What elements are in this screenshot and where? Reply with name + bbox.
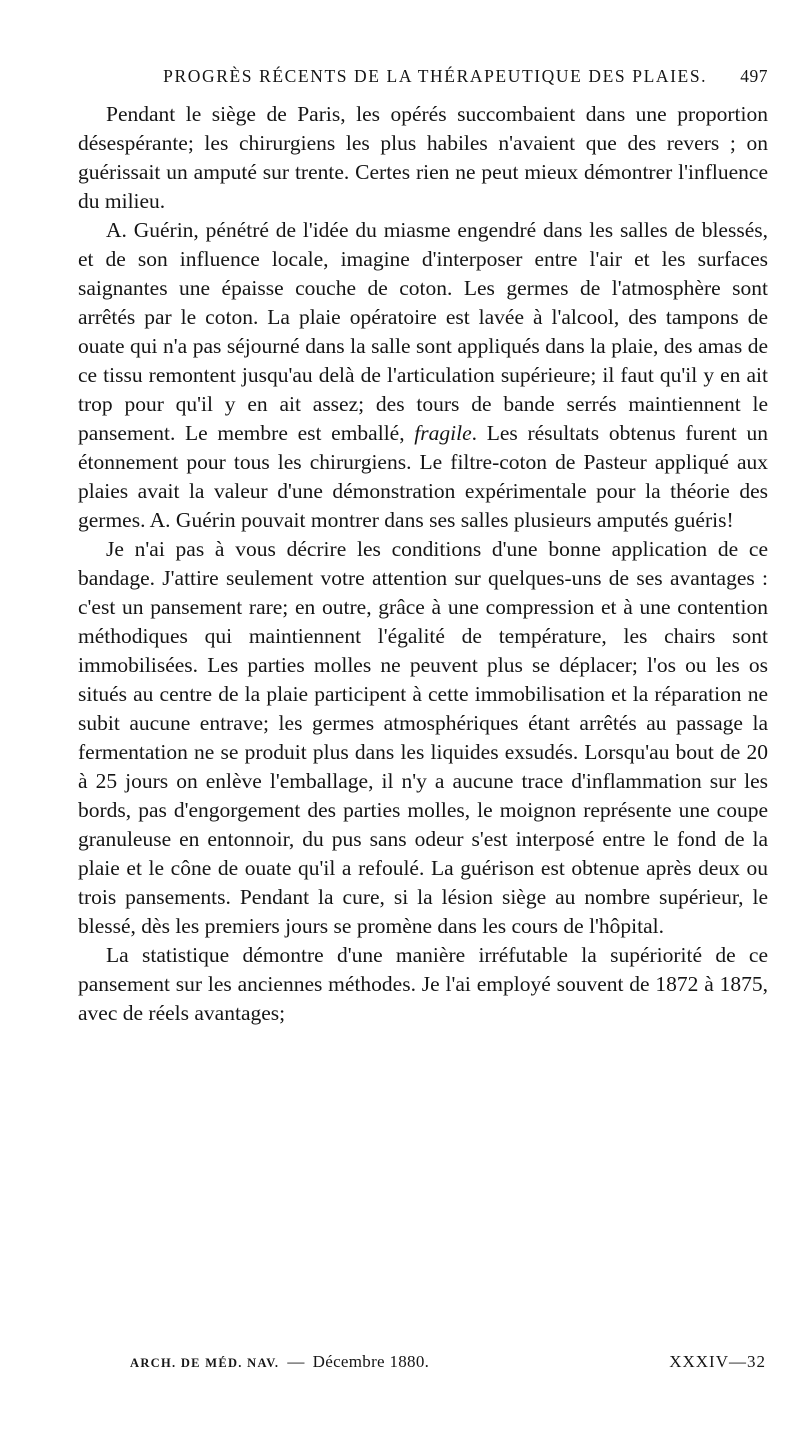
paragraph-2-text-after: . Les résultats obtenus furent un étonnement pour tous les chirurgiens. Le filtre-coton de Pasteur appliqué aux plaies avait la valeur d'une démonstration expérimentale pour la théorie des germes. A. Guérin pouvait montrer dans ses salles plusieurs amputés guéris! <box>78 421 768 532</box>
paragraph-2-text-before: A. Guérin, pénétré de l'idée du miasme engendré dans les salles de blessés, et de son influence locale, imagine d'interposer entre l'air et les surfaces saignantes une épaisse couche de coton. Les germes de l'atmosphère sont arrêtés par le coton. La plaie opératoire est lavée à l'alcool, des tampons de ouate qui n'a pas séjourné dans la salle sont appliqués dans la plaie, des amas de ce tissu remontent jusqu'au delà de l'articulation supérieure; il faut qu'il y en ait trop pour qu'il y en ait assez; des tours de bande serrés maintiennent le pansement. Le membre est emballé, <box>78 218 768 445</box>
footer-signature: XXXIV—32 <box>669 1352 766 1371</box>
running-title: PROGRÈS RÉCENTS DE LA THÉRAPEUTIQUE DES PLAIES. <box>163 66 708 86</box>
document-page <box>78 66 768 1028</box>
page-number: 497 <box>740 66 768 86</box>
paragraph-4: La statistique démontre d'une manière irréfutable la supériorité de ce pansement sur les anciennes méthodes. Je l'ai employé souvent de 1872 à 1875, avec de réels avantages; <box>78 943 768 1025</box>
footer-separator: — <box>287 1352 305 1371</box>
body-text <box>78 100 768 1028</box>
page-footer <box>130 1352 766 1372</box>
paragraph-1: Pendant le siège de Paris, les opérés succombaient dans une proportion désespérante; les chirurgiens les plus habiles n'avaient que des revers ; on guérissait un amputé sur trente. Certes rien ne peut mieux démontrer l'influence du milieu. <box>78 102 768 213</box>
paragraph-3: Je n'ai pas à vous décrire les conditions d'une bonne application de ce bandage. J'attire seulement votre attention sur quelques-uns de ses avantages : c'est un pansement rare; en outre, grâce à une compression et à une contention méthodiques qui maintiennent l'égalité de température, les chairs sont immobilisées. Les parties molles ne peuvent plus se déplacer; l'os ou les os situés au centre de la plaie participent à cette immobilisation et la réparation ne subit aucune entrave; les germes atmosphériques étant arrêtés au passage la fermentation ne se produit plus dans les liquides exsudés. Lorsqu'au bout de 20 à 25 jours on enlève l'emballage, il n'y a aucune trace d'inflammation sur les bords, pas d'engorgement des parties molles, le moignon représente une coupe granuleuse en entonnoir, du pus sans odeur s'est interposé entre le fond de la plaie et le cône de ouate qu'il a refoulé. La guérison est obtenue après deux ou trois pansements. Pendant la cure, si la lésion siège au nombre supérieur, le blessé, dès les premiers jours se promène dans les cours de l'hôpital. <box>78 537 768 938</box>
paragraph-2-italic-word: fragile <box>414 421 472 445</box>
footer-journal: ARCH. DE MÉD. NAV. <box>130 1356 280 1370</box>
paragraph-2 <box>78 216 768 535</box>
footer-date: Décembre 1880. <box>312 1352 430 1371</box>
